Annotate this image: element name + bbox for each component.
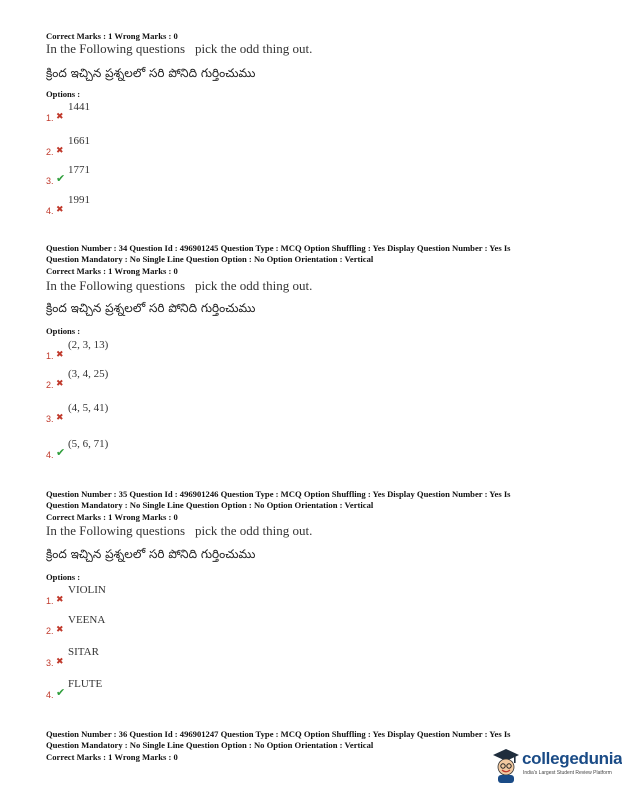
q35-marks: Correct Marks : 1 Wrong Marks : 0 [46, 512, 178, 522]
wrong-icon: ✖ [56, 350, 64, 360]
q35-question-text: In the Following questions pick the odd thing out. [46, 523, 313, 538]
q34-marks: Correct Marks : 1 Wrong Marks : 0 [46, 266, 178, 276]
check-icon: ✔ [56, 446, 66, 459]
check-icon: ✔ [56, 686, 66, 699]
q33-telugu-text: క్రింద ఇచ్చిన ప్రశ్నలలో సరి పోనిది గుర్తించుము [46, 66, 256, 80]
q35-meta: Question Number : 35 Question Id : 496901246 Question Type : MCQ Option Shuffling : Yes Display Question Number : Yes Is Question Mandatory : No Single Line Question Option : No Option Orientation : Vertical [46, 489, 511, 510]
graduate-mascot-icon [492, 747, 520, 783]
logo-tagline: India's Largest Student Review Platform [523, 770, 612, 776]
q34-question-text: In the Following questions pick the odd thing out. [46, 278, 313, 293]
q33-marks: Correct Marks : 1 Wrong Marks : 0 [46, 31, 178, 41]
wrong-icon: ✖ [56, 657, 64, 667]
wrong-icon: ✖ [56, 413, 64, 423]
logo-wordmark: collegedunia [522, 749, 622, 768]
wrong-icon: ✖ [56, 112, 64, 122]
q34-telugu-text: క్రింద ఇచ్చిన ప్రశ్నలలో సరి పోనిది గుర్తించుము [46, 301, 256, 315]
wrong-icon: ✖ [56, 379, 64, 389]
wrong-icon: ✖ [56, 146, 64, 156]
q36-marks: Correct Marks : 1 Wrong Marks : 0 [46, 752, 178, 762]
wrong-icon: ✖ [56, 205, 64, 215]
q33-question-text: In the Following questions pick the odd thing out. [46, 41, 313, 56]
q33-options-label: Options : [46, 89, 81, 99]
check-icon: ✔ [56, 172, 66, 185]
q34-meta: Question Number : 34 Question Id : 496901245 Question Type : MCQ Option Shuffling : Yes Display Question Number : Yes Is Question Mandatory : No Single Line Question Option : No Option Orientation : Vertical [46, 243, 511, 264]
q34-options-label: Options : [46, 326, 81, 336]
q36-meta: Question Number : 36 Question Id : 496901247 Question Type : MCQ Option Shuffling : Yes Display Question Number : Yes Is Question Mandatory : No Single Line Question Option : No Option Orientation : Vertical [46, 729, 511, 750]
q35-options-label: Options : [46, 572, 81, 582]
wrong-icon: ✖ [56, 625, 64, 635]
q35-telugu-text: క్రింద ఇచ్చిన ప్రశ్నలలో సరి పోనిది గుర్తించుము [46, 547, 256, 561]
wrong-icon: ✖ [56, 595, 64, 605]
collegedunia-logo [492, 747, 622, 787]
